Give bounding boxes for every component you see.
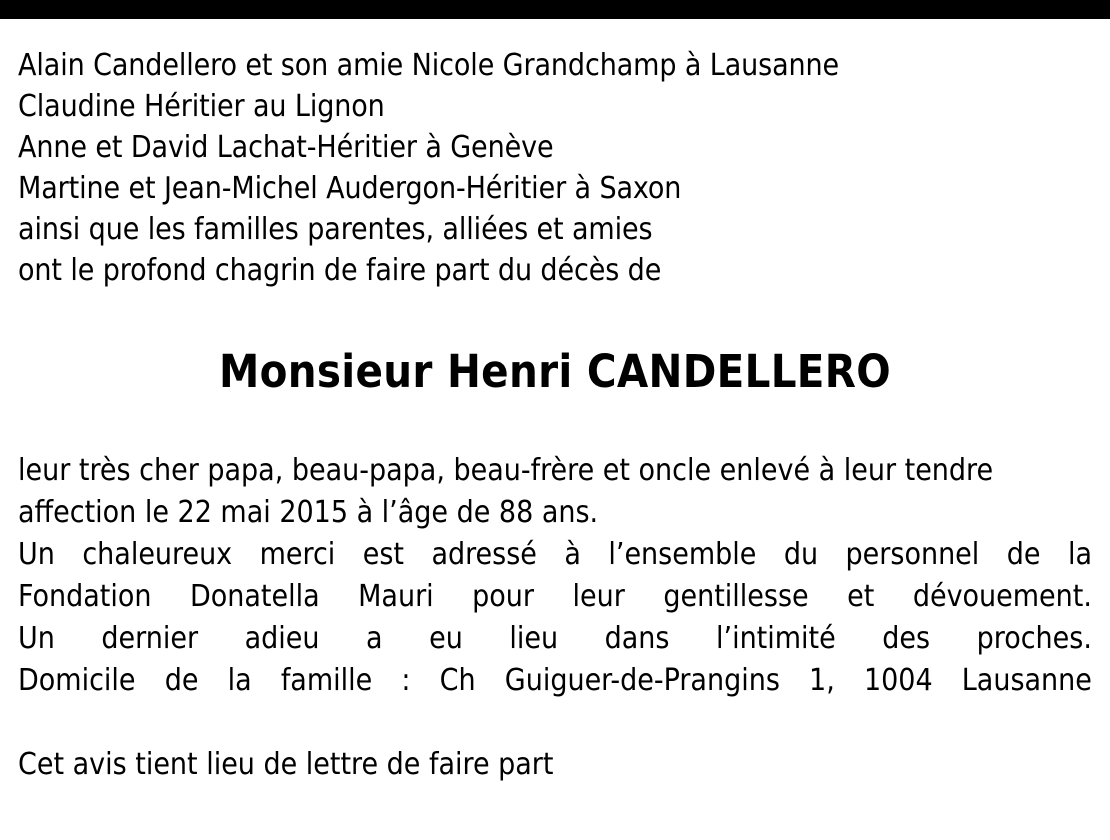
intro-line: ainsi que les familles parentes, alliées et amies [18, 212, 653, 247]
body-word: Lausanne [961, 663, 1092, 698]
body-block [18, 450, 1092, 786]
top-rule-divider [0, 0, 1110, 19]
deceased-name: Monsieur Henri CANDELLERO [219, 345, 891, 398]
body-word: des [882, 621, 931, 656]
body-word: chaleureux [82, 537, 233, 572]
closing-line: Cet avis tient lieu de lettre de faire part [18, 747, 554, 782]
body-word: et [847, 579, 875, 614]
body-word: merci [259, 537, 336, 572]
body-word: Fondation [18, 579, 152, 614]
body-word: Donatella [189, 579, 320, 614]
body-word: Ch [439, 663, 476, 698]
paragraph-spacer [18, 702, 1092, 744]
intro-block [18, 45, 1092, 291]
body-line-justified [18, 576, 1092, 618]
notice-content [0, 19, 1110, 786]
body-word: dans [604, 621, 670, 656]
body-word: l’ensemble [608, 537, 757, 572]
body-word: gentillesse [663, 579, 809, 614]
body-word: famille [280, 663, 373, 698]
body-word: 1, [809, 663, 835, 698]
body-word: Guiguer-de-Prangins [504, 663, 780, 698]
body-word: : [401, 663, 411, 698]
body-word: Domicile [18, 663, 136, 698]
body-word: proches. [976, 621, 1092, 656]
body-word: du [783, 537, 819, 572]
body-word: adressé [431, 537, 537, 572]
body-word: dévouement. [912, 579, 1092, 614]
intro-line: Anne et David Lachat-Héritier à Genève [18, 130, 554, 165]
body-line-justified [18, 534, 1092, 576]
body-word: est [362, 537, 404, 572]
body-word: Un [18, 537, 55, 572]
body-word: dernier [101, 621, 199, 656]
body-word: adieu [244, 621, 320, 656]
body-word: Un [18, 621, 55, 656]
body-word: personnel [845, 537, 980, 572]
intro-line: Claudine Héritier au Lignon [18, 89, 385, 124]
body-word: de [1006, 537, 1041, 572]
body-line: affection le 22 mai 2015 à l’âge de 88 ans. [18, 495, 599, 530]
body-line-justified [18, 660, 1092, 702]
body-word: leur [572, 579, 625, 614]
body-line: leur très cher papa, beau-papa, beau-frère et oncle enlevé à leur tendre [18, 453, 994, 488]
body-word: 1004 [863, 663, 933, 698]
body-word: pour [472, 579, 535, 614]
intro-line: ont le profond chagrin de faire part du décès de [18, 253, 662, 288]
deceased-name-block [18, 345, 1092, 398]
body-word: la [1067, 537, 1092, 572]
body-word: a [366, 621, 383, 656]
body-word: Mauri [358, 579, 434, 614]
body-word: de [164, 663, 199, 698]
body-word: lieu [509, 621, 559, 656]
body-word: eu [429, 621, 463, 656]
body-word: l’intimité [716, 621, 836, 656]
body-word: à [564, 537, 581, 572]
body-line-justified [18, 618, 1092, 660]
body-word: la [227, 663, 252, 698]
intro-line: Martine et Jean-Michel Audergon-Héritier à Saxon [18, 171, 682, 206]
intro-line: Alain Candellero et son amie Nicole Grandchamp à Lausanne [18, 48, 840, 83]
